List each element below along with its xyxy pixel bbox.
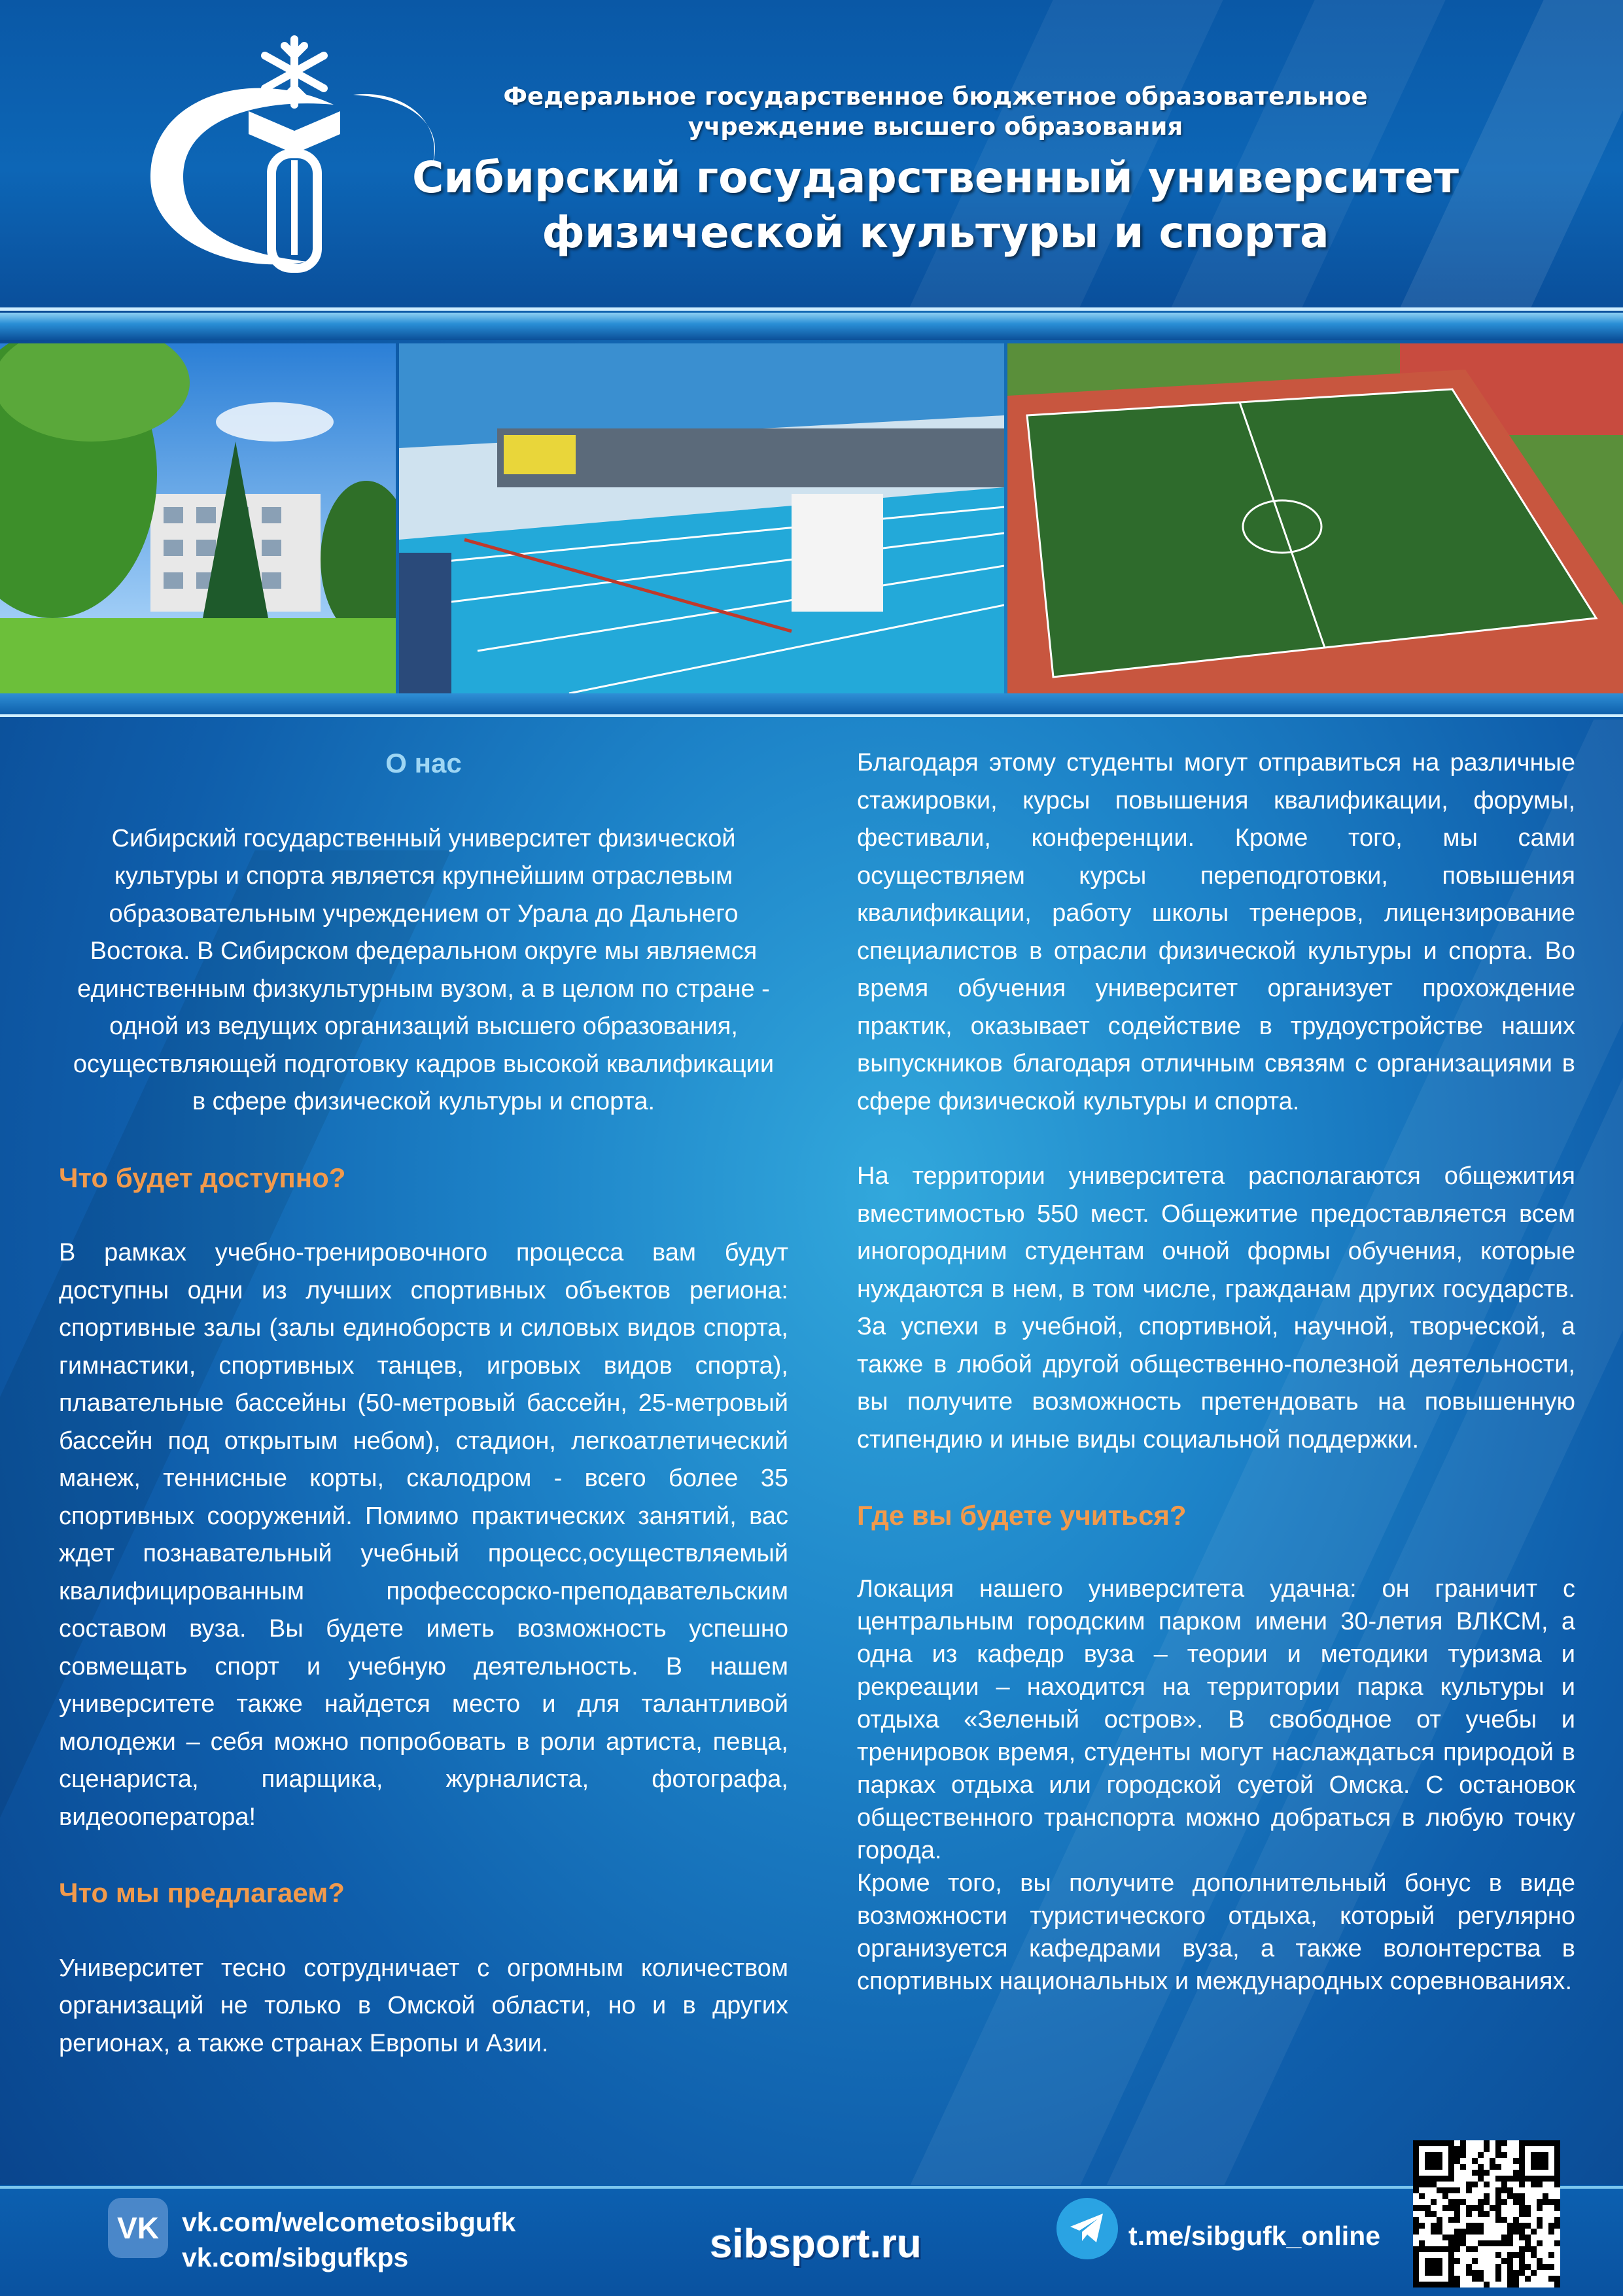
offer-continued-text: Благодаря этому студенты могут отправиться на различные стажировки, курсы повышения квалификации, форумы, фестивали, конференции. Кроме того, мы сами осуществляем курсы переподготовки, повышения квалификации, работу школы тренеров, лицензирование специалистов в отрасли физической культуры и спорта. Во время обучения университет организует прохождение практик, оказывает содействие в трудоустройстве наших выпускников благодаря отличным связям с организациями в сфере физической культуры и спорта. (857, 749, 1575, 1115)
campus-photo (0, 343, 396, 693)
photo-strip-band (0, 693, 1623, 717)
stadium-photo (1007, 343, 1623, 693)
vk-link[interactable]: vk.com/sibgufkps (182, 2242, 409, 2272)
dorm-text: На территории университета располагаются общежития вместимостью 550 мест. Общежитие предоставляется всем иногородним студентам очной формы обучения, которые нуждаются в нем, в том числе, гражданам других государств. За успехи в учебной, спортивной, научной, творческой, а также в любой другой общественно-полезной деятельности, вы получите возможность претендовать на повышенную стипендию и иные виды социальной поддержки. (857, 1162, 1575, 1453)
qr-code[interactable] (1413, 2140, 1560, 2287)
available-heading: Что будет доступно? (59, 1162, 346, 1193)
telegram-link[interactable]: t.me/sibgufk_online (1128, 2221, 1380, 2251)
location-heading: Где вы будете учиться? (857, 1500, 1187, 1531)
left-column (59, 744, 788, 2062)
site-link[interactable]: sibsport.ru (710, 2221, 922, 2267)
telegram-icon[interactable] (1056, 2198, 1118, 2259)
header-divider (0, 307, 1623, 311)
about-heading: О нас (385, 748, 462, 778)
vk-links (182, 2204, 515, 2275)
title-line: физической культуры и спорта (542, 207, 1329, 258)
title-line: Сибирский государственный университет (412, 152, 1459, 203)
location-text: Локация нашего университета удачна: он граничит с центральным городским парком имени 30-летия ВЛКСМ, а одна из кафедр вуза – теории и методики туризма и рекреации – находится на территории парка культуры и отдыха «Зеленый остров». В свободное от учебы и тренировок время, студенты могут наслаждаться природой в парках отдыха или городской суетой Омска. С остановок общественного транспорта можно добраться в любую точку города. (857, 1574, 1575, 1864)
header-subtitle: Федеральное государственное бюджетное образовательное учреждение высшего образования (503, 82, 1368, 141)
photo-divider (0, 714, 1623, 717)
photo-strip (0, 343, 1623, 693)
footer-divider (0, 2186, 1623, 2189)
vk-icon[interactable]: VK (108, 2198, 168, 2258)
available-text: В рамках учебно-тренировочного процесса вам будут доступны одни из лучших спортивных объектов региона: спортивные залы (залы единоборств и силовых видов спорта, гимнастики, спортивных танцев, игровых видов спорта), плавательные бассейны (50-метровый бассейн, 25-метровый бассейн под открытым небом), стадион, легкоатлетический манеж, теннисные корты, скалодром - всего более 35 спортивных сооружений. Помимо практических занятий, вас ждет познавательный учебный процесс,осуществляемый квалифицированным профессорско-преподавательским составом вуза. Вы будете иметь возможность успешно совмещать спорт и учебную деятельность. В нашем университете также найдется место и для талантливой молодежи – себя можно попробовать в роли артиста, певца, сценариста, пиарщика, журналиста, фотографа, видеооператора! (59, 1239, 788, 1831)
offer-heading: Что мы предлагаем? (59, 1877, 345, 1908)
location-text-extra: Кроме того, вы получите дополнительный бонус в виде возможности туристического отдыха, который регулярно организуется кафедрами вуза, а также волонтерства в спортивных национальных и международных соревнованиях. (857, 1869, 1575, 1995)
pool-photo (399, 343, 1004, 693)
page-title (366, 150, 1505, 260)
about-text: Сибирский государственный университет физической культуры и спорта является крупнейшим отраслевым образовательным учреждением от Урала до Дальнего Востока. В Сибирском федеральном округе мы являемся единственным физкультурным вузом, а в целом по стране - одной из ведущих организаций высшего образования, осуществляющей подготовку кадров высокой квалификации в сфере физической культуры и спорта. (73, 824, 775, 1115)
vk-link[interactable]: vk.com/welcometosibgufk (182, 2207, 516, 2237)
offer-text: Университет тесно сотрудничает с огромным количеством организаций не только в Омской области, но и в других регионах, а также странах Европы и Азии. (59, 1954, 788, 2057)
right-column (857, 744, 1575, 1998)
header-band (0, 313, 1623, 340)
